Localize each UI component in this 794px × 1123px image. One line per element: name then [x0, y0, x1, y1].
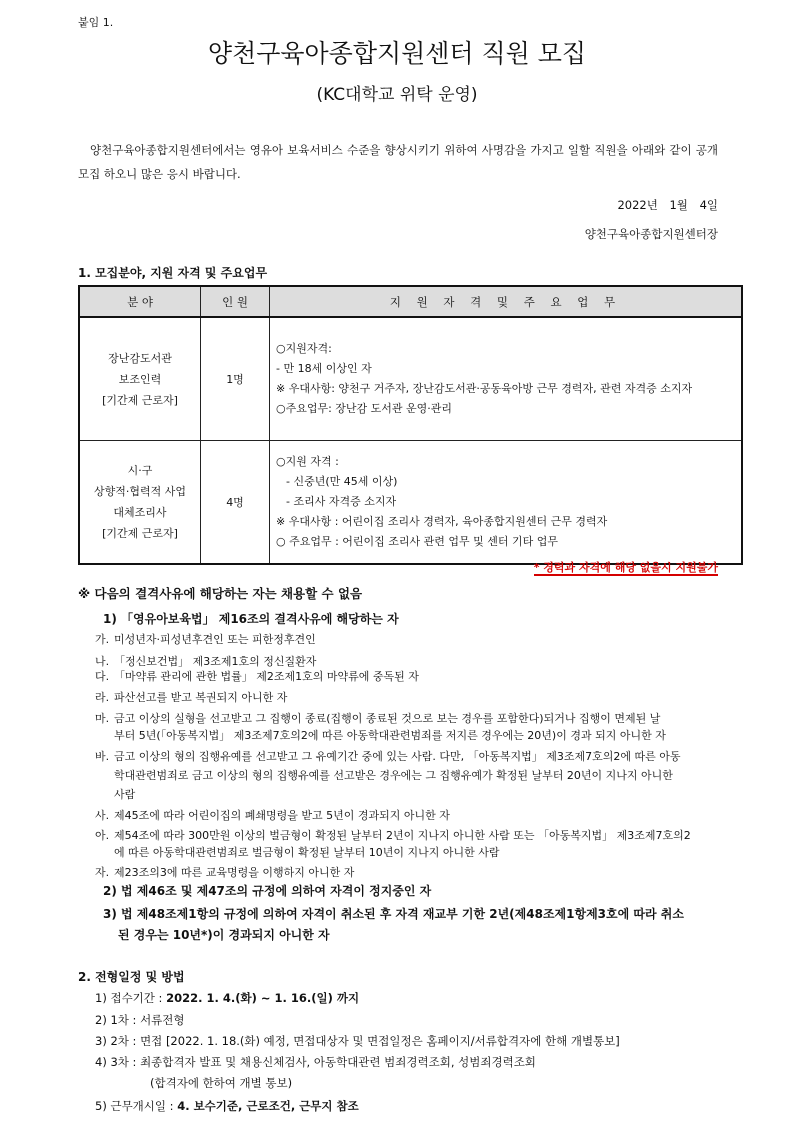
item-label: 라.	[95, 691, 110, 704]
disqualification-title: ※ 다음의 결격사유에 해당하는 자는 채용할 수 없음	[78, 586, 363, 601]
recruitment-table	[78, 285, 743, 565]
item-text: 파산선고를 받고 복권되지 아니한 자	[114, 691, 288, 704]
duty-line: ○주요업무: 장난감 도서관 운영·관리	[276, 402, 453, 415]
item-label: 사.	[95, 809, 110, 822]
warning-text: * 경력과 자격에 해당 없을시 지원불가	[533, 561, 718, 574]
header-count: 인 원	[201, 286, 270, 317]
page-subtitle: (KC대학교 위탁 운영)	[316, 85, 478, 105]
schedule-label: 5) 근무개시일 :	[95, 1099, 174, 1113]
item-text: 제54조에 따라 300만원 이상의 벌금형이 확정된 날부터 2년이 지나지 아니한 사람 또는 「아동복지법」 제3조제7호의2	[114, 829, 691, 842]
table-header-row	[79, 286, 742, 317]
disq-item-ba	[95, 747, 680, 766]
duty-line: ○지원 자격 :	[276, 455, 339, 468]
section-2-title: 2. 전형일정 및 방법	[78, 970, 185, 984]
field-cell	[79, 317, 201, 441]
disqualification-2: 2) 법 제46조 및 제47조의 규정에 의하여 자격이 정지중인 자	[103, 884, 432, 898]
disq-item-ma-cont: 부터 5년(「아동복지법」 제3조제7호의2에 따른 아동학대관련범죄를 저지른 경우에는 20년)이 경과 되지 아니한 자	[114, 729, 666, 742]
duties-cell	[270, 317, 743, 441]
item-text: 금고 이상의 실형을 선고받고 그 집행이 종료(집행이 종료된 것으로 보는 경우를 포함한다)되거나 집행이 면제된 날	[114, 712, 661, 725]
schedule-value: 4. 보수기준, 근로조건, 근무지 참조	[177, 1099, 359, 1113]
schedule-4: 4) 3차 : 최종합격자 발표 및 채용신체검사, 아동학대관련 범죄경력조회, 성범죄경력조회	[95, 1055, 536, 1069]
count-cell: 4명	[201, 441, 270, 565]
duty-line: ※ 우대사항 : 어린이집 조리사 경력자, 육아종합지원센터 근무 경력자	[276, 515, 608, 528]
item-label: 자.	[95, 866, 110, 879]
field-line: 상향적·협력적 사업	[93, 485, 186, 498]
item-text: 제23조의3에 따른 교육명령을 이행하지 아니한 자	[114, 866, 355, 879]
table-row	[79, 317, 742, 441]
field-line: 보조인력	[118, 372, 162, 386]
duty-line: - 만 18세 이상인 자	[276, 362, 372, 375]
duty-line: ※ 우대사항: 양천구 거주자, 장난감도서관·공동육아방 근무 경력자, 관련 자격증 소지자	[276, 382, 693, 395]
field-line: 대체조리사	[113, 506, 167, 519]
field-line: [기간제 근로자]	[102, 527, 178, 540]
disq-item-ja	[95, 863, 354, 882]
item-text: 미성년자·피성년후견인 또는 피한정후견인	[114, 633, 316, 646]
header-field: 분 야	[79, 286, 201, 317]
field-cell	[79, 441, 201, 565]
item-label: 아.	[95, 829, 110, 842]
disqualification-1: 1) 「영유아보육법」 제16조의 결격사유에 해당하는 자	[103, 612, 399, 626]
item-label: 마.	[95, 712, 110, 725]
disq-item-da	[95, 667, 419, 686]
announcement-date: 2022년 1월 4일	[617, 198, 718, 212]
duty-line: ○지원자격:	[276, 342, 332, 355]
schedule-5	[95, 1098, 359, 1114]
table-row	[79, 441, 742, 565]
schedule-4-cont: (합격자에 한하여 개별 통보)	[150, 1076, 293, 1090]
schedule-label: 1) 접수기간 :	[95, 991, 163, 1005]
duty-line: - 조리사 자격증 소지자	[286, 495, 397, 508]
item-text: 제45조에 따라 어린이집의 폐쇄명령을 받고 5년이 경과되지 아니한 자	[114, 809, 450, 822]
item-text: 금고 이상의 형의 집행유예를 선고받고 그 유예기간 중에 있는 사람. 다만, 「아동복지법」 제3조제7호의2에 따른 아동	[114, 750, 681, 763]
disq-item-ba-cont: 학대관련범죄로 금고 이상의 형의 집행유예를 선고받은 경우에는 그 집행유예가 확정된 날부터 20년이 지나지 아니한	[114, 769, 673, 782]
eligibility-warning	[534, 559, 718, 575]
duty-line: ○ 주요업무 : 어린이집 조리사 관련 업무 및 센터 기타 업무	[276, 535, 559, 548]
disq-item-ga	[95, 630, 316, 649]
field-line: 시·구	[127, 464, 153, 477]
schedule-1	[95, 990, 359, 1006]
disq-item-ra	[95, 688, 287, 707]
duty-line: - 신중년(만 45세 이상)	[286, 475, 398, 488]
signer: 양천구육아종합지원센터장	[584, 227, 718, 241]
schedule-value: 2022. 1. 4.(화) ~ 1. 16.(일) 까지	[166, 991, 360, 1005]
item-label: 다.	[95, 670, 110, 683]
disq-item-sa	[95, 806, 450, 825]
attachment-label: 붙임 1.	[78, 16, 114, 29]
header-duties: 지 원 자 격 및 주 요 업 무	[270, 286, 743, 317]
duties-cell	[270, 441, 743, 565]
schedule-2: 2) 1차 : 서류전형	[95, 1013, 185, 1027]
item-text: 「마약류 관리에 관한 법률」 제2조제1호의 마약류에 중독된 자	[114, 670, 419, 683]
field-line: [기간제 근로자]	[102, 393, 178, 407]
item-label: 가.	[95, 633, 110, 646]
disqualification-3-cont: 된 경우는 10년*)이 경과되지 아니한 자	[118, 928, 330, 942]
page-title: 양천구육아종합지원센터 직원 모집	[207, 39, 587, 68]
item-text: 「정신보건법」 제3조제1호의 정신질환자	[114, 655, 317, 668]
disq-item-ba-cont2: 사람	[114, 788, 136, 801]
schedule-3: 3) 2차 : 면접 [2022. 1. 18.(화) 예정, 면접대상자 및 면접일정은 홈페이지/서류합격자에 한해 개별통보]	[95, 1034, 620, 1048]
field-line: 장난감도서관	[108, 351, 172, 365]
section-1-title: 1. 모집분야, 지원 자격 및 주요업무	[78, 266, 268, 280]
disq-item-a-cont: 에 따른 아동학대관련범죄로 벌금형이 확정된 날부터 10년이 지나지 아니한 사람	[114, 846, 500, 859]
intro-paragraph: 양천구육아종합지원센터에서는 영유아 보육서비스 수준을 향상시키기 위하여 사명감을 가지고 일할 직원을 아래와 같이 공개모집 하오니 많은 응시 바랍니다.	[78, 143, 718, 181]
item-label: 나.	[95, 655, 110, 668]
disqualification-3: 3) 법 제48조제1항의 규정에 의하여 자격이 취소된 후 자격 재교부 기한 2년(제48조제1항제3호에 따라 취소	[103, 907, 684, 921]
count-cell: 1명	[201, 317, 270, 441]
item-label: 바.	[95, 750, 110, 763]
